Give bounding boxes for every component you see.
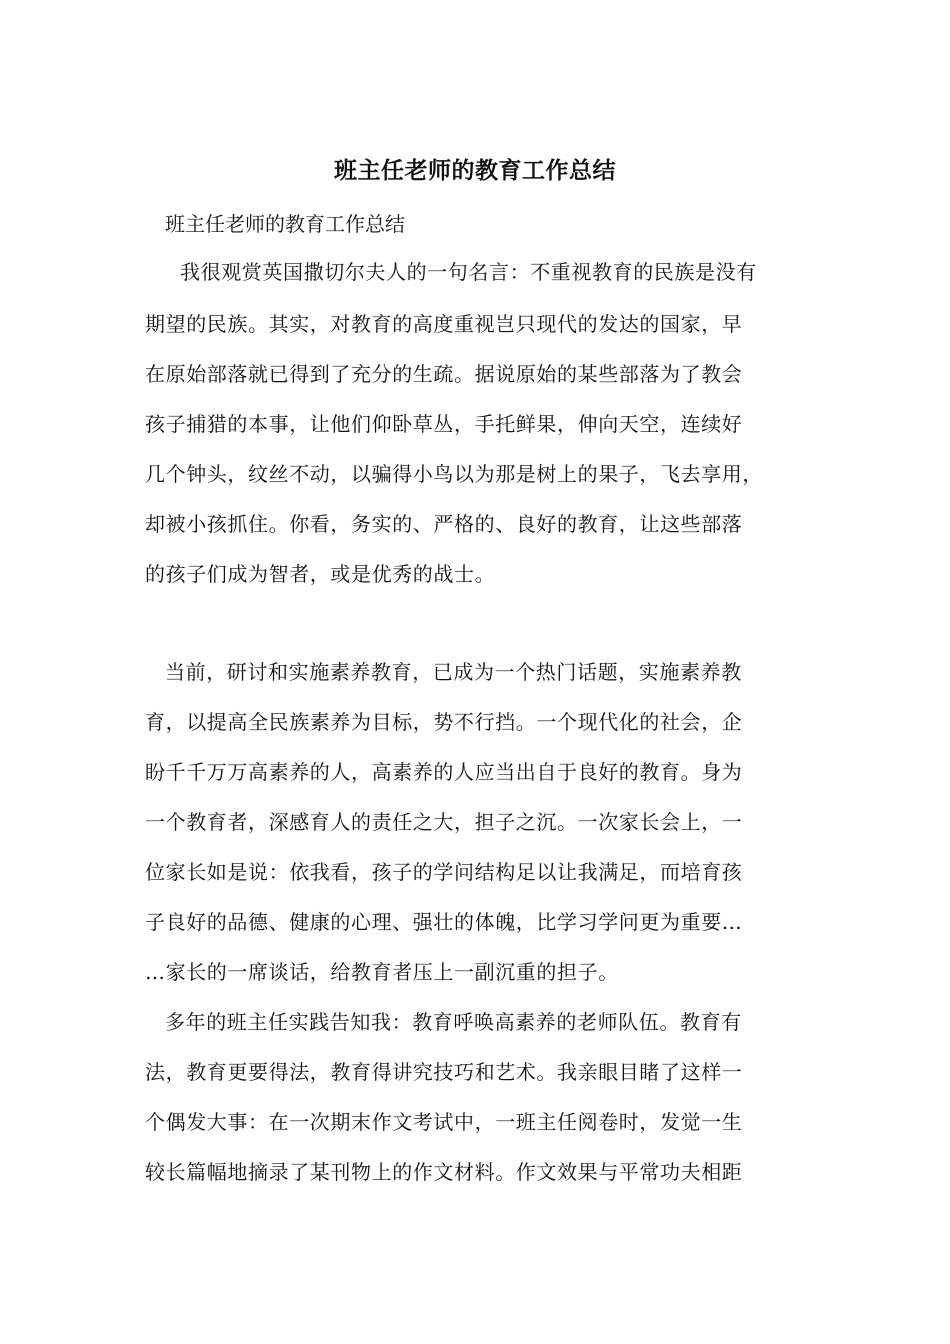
paragraph-line: 盼千千万万高素养的人，高素养的人应当出自于良好的教育。身为 — [145, 760, 743, 784]
paragraph-line: 个偶发大事：在一次期末作文考试中，一班主任阅卷时，发觉一生 — [145, 1110, 743, 1134]
paragraph-line: 较长篇幅地摘录了某刊物上的作文材料。作文效果与平常功夫相距 — [145, 1160, 743, 1184]
paragraph-line: 我很观赏英国撒切尔夫人的一句名言：不重视教育的民族是没有 — [180, 260, 757, 284]
paragraph-line: 的孩子们成为智者，或是优秀的战士。 — [145, 562, 496, 586]
paragraph-line: 位家长如是说：依我看，孩子的学问结构足以让我满足，而培育孩 — [145, 860, 743, 884]
paragraph-line: 当前，研讨和实施素养教育，已成为一个热门话题，实施素养教 — [165, 660, 742, 684]
paragraph-line: 却被小孩抓住。你看，务实的、严格的、良好的教育，让这些部落 — [145, 512, 743, 536]
paragraph-line: 几个钟头，纹丝不动，以骗得小鸟以为那是树上的果子，飞去享用， — [145, 462, 763, 486]
paragraph-line: 育，以提高全民族素养为目标，势不行挡。一个现代化的社会，企 — [145, 710, 743, 734]
paragraph-line: 法，教育更要得法，教育得讲究技巧和艺术。我亲眼目睹了这样一 — [145, 1060, 743, 1084]
document-title: 班主任老师的教育工作总结 — [334, 157, 616, 184]
document-subtitle: 班主任老师的教育工作总结 — [165, 212, 405, 236]
paragraph-line: 多年的班主任实践告知我：教育呼唤高素养的老师队伍。教育有 — [165, 1010, 742, 1034]
paragraph-line: …家长的一席谈话，给教育者压上一副沉重的担子。 — [145, 960, 619, 984]
paragraph-line: 在原始部落就已得到了充分的生疏。据说原始的某些部落为了教会 — [145, 362, 743, 386]
paragraph-line: 一个教育者，深感育人的责任之大，担子之沉。一次家长会上，一 — [145, 810, 743, 834]
paragraph-line: 子良好的品德、健康的心理、强壮的体魄，比学习学问更为重要… — [145, 910, 743, 934]
paragraph-line: 孩子捕猎的本事，让他们仰卧草丛，手托鲜果，伸向天空，连续好 — [145, 412, 743, 436]
paragraph-line: 期望的民族。其实，对教育的高度重视岂只现代的发达的国家，早 — [145, 312, 743, 336]
